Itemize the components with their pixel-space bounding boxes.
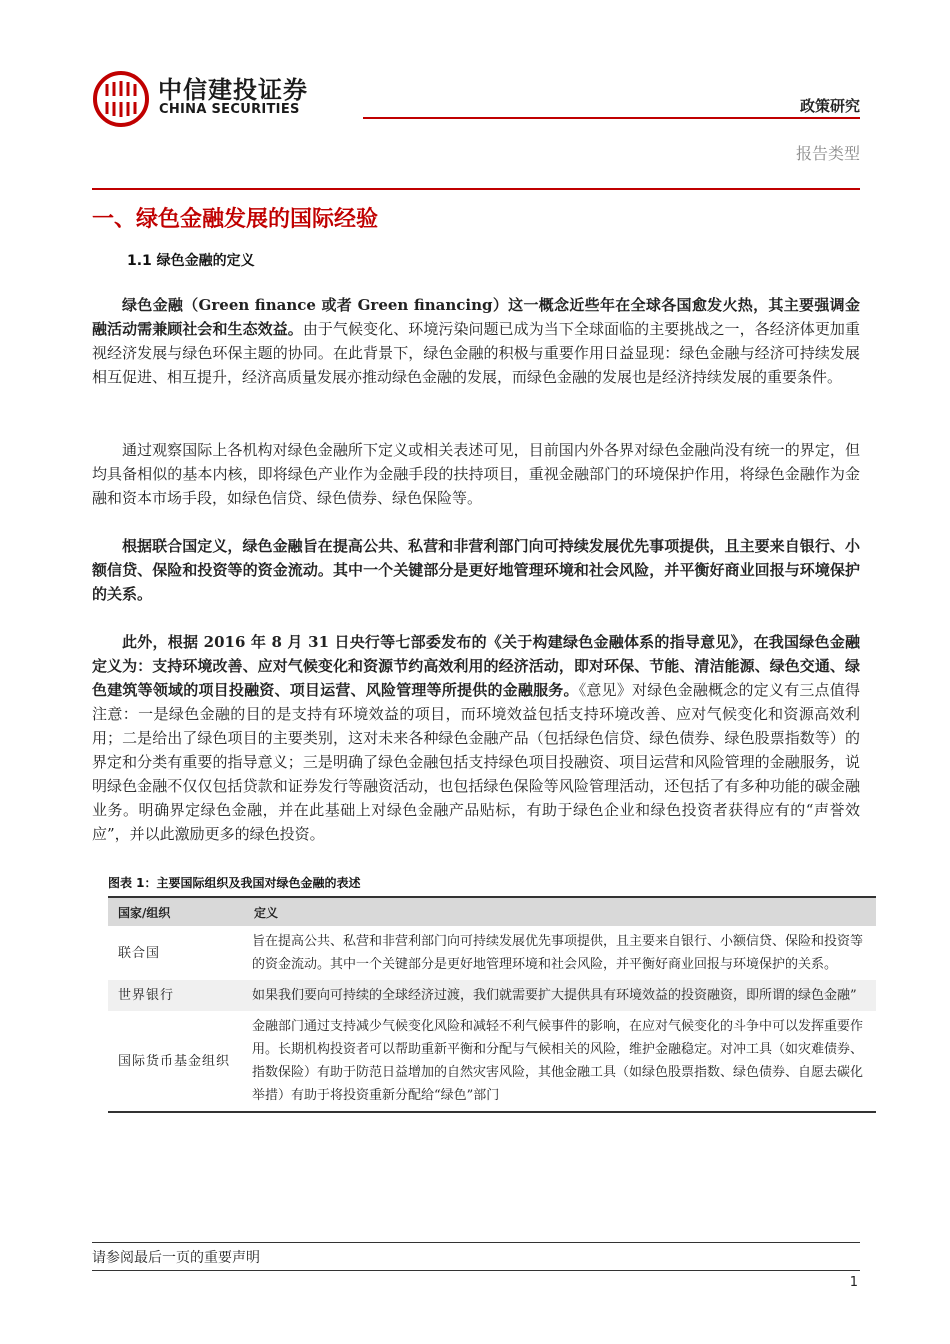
paragraph-definition-intro: [92, 293, 860, 389]
figure-caption: 图表 1：主要国际组织及我国对绿色金融的表述: [108, 876, 361, 890]
table-cell-org: 国际货币基金组织: [118, 1053, 231, 1069]
paragraph-bold-lead: 根据联合国定义，绿色金融旨在提高公共、私营和非营利部门向可持续发展优先事项提供，且主要来自银行、小额信贷、保险和投资等的资金流动。其中一个关键部分是更好地管理环境和社会风险，并平衡好商业回报与环境保护的关系。: [92, 537, 860, 603]
report-type: 报告类型: [795, 144, 860, 163]
paragraph-bold-lead: 绿色金融（Green finance 或者 Green financing）这一概念近些年在全球各国愈发火热，其主要强调金融活动需兼顾社会和生态效益。: [92, 296, 860, 338]
brand-name-en: CHINA SECURITIES: [159, 102, 300, 117]
table-cell-definition: 旨在提高公共、私营和非营利部门向可持续发展优先事项提供，且主要来自银行、小额信贷、保险和投资等的资金流动。其中一个关键部分是更好地管理环境和社会风险，并平衡好商业回报与环境保护的关系。: [252, 934, 864, 972]
paragraph-text: 由于气候变化、环境污染问题已成为当下全球面临的主要挑战之一，各经济体更加重视经济发展与绿色环保主题的协同。在此背景下，绿色金融的积极与重要作用日益显现：绿色金融与经济可持续发展相互促进、相互提升，经济高质量发展亦推动绿色金融的发展，而绿色金融的发展也是经济持续发展的重要条件。: [92, 320, 860, 386]
footer-disclaimer-note: 请参阅最后一页的重要声明: [92, 1250, 260, 1266]
title-divider: [92, 188, 860, 190]
brand-name-cn: 中信建投证券: [158, 76, 308, 104]
paragraph-bold-lead: 此外，根据 2016 年 8 月 31 日央行等七部委发布的《关于构建绿色金融体系的指导意见》，在我国绿色金融定义为：支持环境改善、应对气候变化和资源节约高效利用的经济活动，即对环保、节能、清洁能源、绿色交通、绿色建筑等领域的项目投融资、项目运营、风险管理等所提供的金融服务。: [92, 633, 860, 699]
report-category: 政策研究: [799, 97, 860, 115]
footer-divider-bottom: [92, 1270, 860, 1271]
paragraph-china-definition: [92, 630, 860, 846]
section-title: 一、绿色金融发展的国际经验: [92, 207, 379, 232]
paragraph-international-observation: 通过观察国际上各机构对绿色金融所下定义或相关表述可见，目前国内外各界对绿色金融尚没有统一的界定，但均具备相似的基本内核，即将绿色产业作为金融手段的扶持项目，重视金融部门的环境保护作用，将绿色金融作为金融和资本市场手段，如绿色信贷、绿色债券、绿色保险等。: [92, 441, 860, 507]
footer-divider: [92, 1242, 860, 1243]
page-number: 1: [849, 1275, 858, 1290]
china-securities-logo-icon: [92, 70, 150, 128]
paragraph-text: 《意见》对绿色金融概念的定义有三点值得注意：一是绿色金融的目的是支持有环境效益的项目，而环境效益包括支持环境改善、应对气候变化和资源高效利用；二是给出了绿色项目的主要类别，这对未来各种绿色金融产品（包括绿色信贷、绿色债券、绿色股票指数等）的界定和分类有重要的指导意义；三是明确了绿色金融包括支持绿色项目投融资、项目运营和风险管理的金融服务，说明绿色金融不仅仅包括贷款和证券发行等融资活动，也包括绿色保险等风险管理活动，还包括了有多种功能的碳金融业务。明确界定绿色金融，并在此基础上对绿色金融产品贴标，有助于绿色企业和绿色投资者获得应有的“声誉效应”，并以此激励更多的绿色投资。: [92, 681, 860, 843]
table-cell-org: 联合国: [118, 945, 161, 961]
table-cell-org: 世界银行: [118, 988, 175, 1003]
table-header-org: 国家/组织: [118, 905, 171, 920]
table-row: [108, 926, 876, 980]
table-header-row: [108, 897, 876, 926]
subsection-title: 1.1 绿色金融的定义: [127, 253, 255, 269]
table-header-definition: 定义: [254, 905, 279, 920]
definitions-table: [108, 896, 876, 1113]
table-cell-definition: 金融部门通过支持减少气候变化风险和减轻不利气候事件的影响，在应对气候变化的斗争中可以发挥重要作用。长期机构投资者可以帮助重新平衡和分配与气候相关的风险，维护金融稳定。对冲工具（如灾难债券、指数保险）有助于防范日益增加的自然灾害风险，其他金融工具（如绿色股票指数、绿色债券、自愿去碳化举措）有助于将投资重新分配给“绿色”部门: [252, 1019, 864, 1103]
table-cell-definition: 如果我们要向可持续的全球经济过渡，我们就需要扩大提供具有环境效益的投资融资，即所谓的绿色金融”: [252, 988, 857, 1003]
paragraph-un-definition: [92, 534, 860, 606]
header-divider: [363, 117, 860, 119]
table-row: [108, 980, 876, 1011]
table-row: [108, 1011, 876, 1112]
